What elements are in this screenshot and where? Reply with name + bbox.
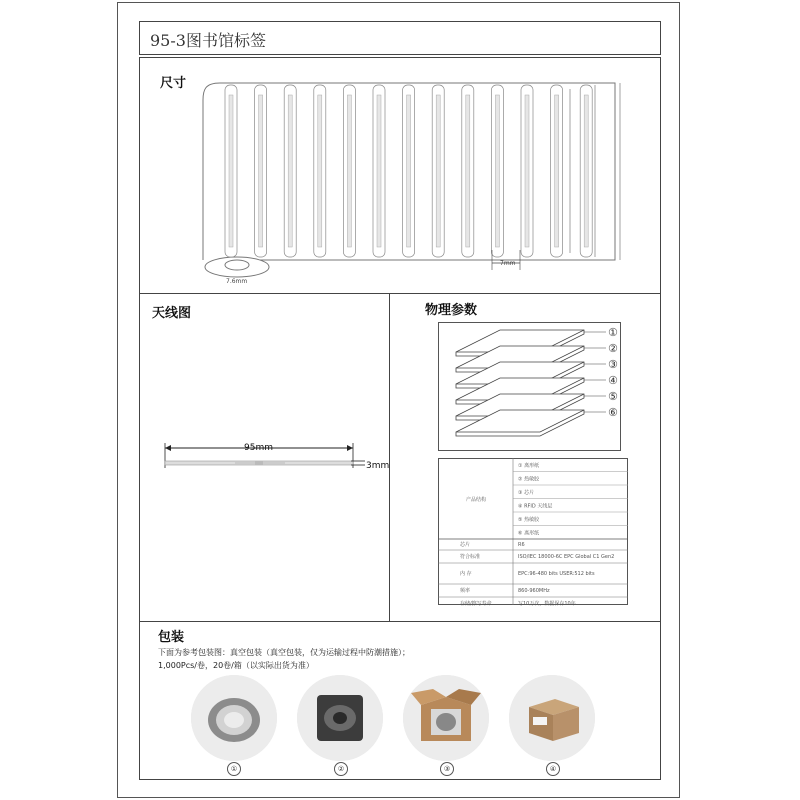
- photo-number-2: ②: [334, 762, 348, 776]
- packaging-note-2: 1,000Pcs/卷，20卷/箱（以实际出货为准）: [158, 661, 314, 670]
- label-strip: [343, 85, 355, 257]
- layer-number: ①: [608, 326, 618, 339]
- photo-vacuum-pack: [297, 675, 383, 761]
- spec-value: ISO/IEC 18000-6C EPC Global C1 Gen2: [518, 554, 615, 560]
- layer-number: ⑥: [608, 406, 618, 419]
- section-antenna-heading: 天线图: [152, 306, 192, 321]
- spec-label: 符合标准: [460, 554, 481, 560]
- spec-label: 频率: [460, 588, 471, 594]
- label-strip: [284, 85, 296, 257]
- section-physical-heading: 物理参数: [425, 303, 478, 318]
- label-strip: [403, 85, 415, 257]
- structure-row: ⑥ 离形纸: [518, 530, 540, 537]
- spec-label: 存储/擦写寿命: [460, 601, 492, 607]
- photo-number-1: ①: [227, 762, 241, 776]
- photo-label-roll: [191, 675, 277, 761]
- structure-row: ③ 芯片: [518, 490, 535, 496]
- label-strip: [373, 85, 385, 257]
- label-strip: [314, 85, 326, 257]
- photo-closed-box: [509, 675, 595, 761]
- antenna-length-label: 95mm: [244, 443, 273, 453]
- section-packaging-heading: 包装: [158, 630, 185, 645]
- spec-table: [438, 458, 630, 608]
- label-strip: [225, 85, 237, 257]
- spec-value: 写10万次，数据保存10年: [518, 601, 576, 607]
- title-bar: [139, 21, 661, 55]
- label-strip: [432, 85, 444, 257]
- spec-label: 芯片: [460, 542, 471, 548]
- core-diameter-label: 7.6mm: [226, 278, 248, 285]
- spec-value: R6: [518, 542, 525, 548]
- spec-value: 860-960MHz: [518, 588, 550, 594]
- layer-number: ④: [608, 374, 618, 387]
- photo-number-4: ④: [546, 762, 560, 776]
- antenna-width-label: 3mm: [366, 461, 390, 471]
- structure-row: ② 热敏胶: [518, 476, 540, 483]
- layer-number: ②: [608, 342, 618, 355]
- label-strip: [255, 85, 267, 257]
- divider-middle: [389, 293, 390, 621]
- spec-value: EPC:96-480 bits USER:512 bits: [518, 571, 595, 577]
- packaging-note-1: 下面为参考包装图：真空包装（真空包装，仅为运输过程中防潮措施）；: [158, 648, 410, 657]
- layer-number: ③: [608, 358, 618, 371]
- label-strip: [521, 85, 533, 257]
- label-strip: [462, 85, 474, 257]
- photo-open-box: [403, 675, 489, 761]
- page-title: 95-3图书馆标签: [150, 31, 266, 50]
- divider-packaging: [139, 621, 661, 622]
- label-strip: [580, 85, 592, 257]
- spec-label: 内 存: [460, 571, 472, 577]
- label-strip: [491, 85, 503, 257]
- layer-number: ⑤: [608, 390, 618, 403]
- structure-row: ① 离形纸: [518, 463, 540, 469]
- structure-row: ⑤ 热敏胶: [518, 517, 540, 523]
- pitch-label: 7mm: [500, 260, 516, 267]
- photo-number-3: ③: [440, 762, 454, 776]
- divider-size: [139, 293, 661, 294]
- label-roll-drawing: [195, 75, 635, 290]
- structure-row: ④ RFID 天线层: [518, 503, 553, 510]
- structure-label: 产品结构: [466, 497, 487, 503]
- label-strip: [551, 85, 563, 257]
- section-size-heading: 尺寸: [160, 76, 187, 91]
